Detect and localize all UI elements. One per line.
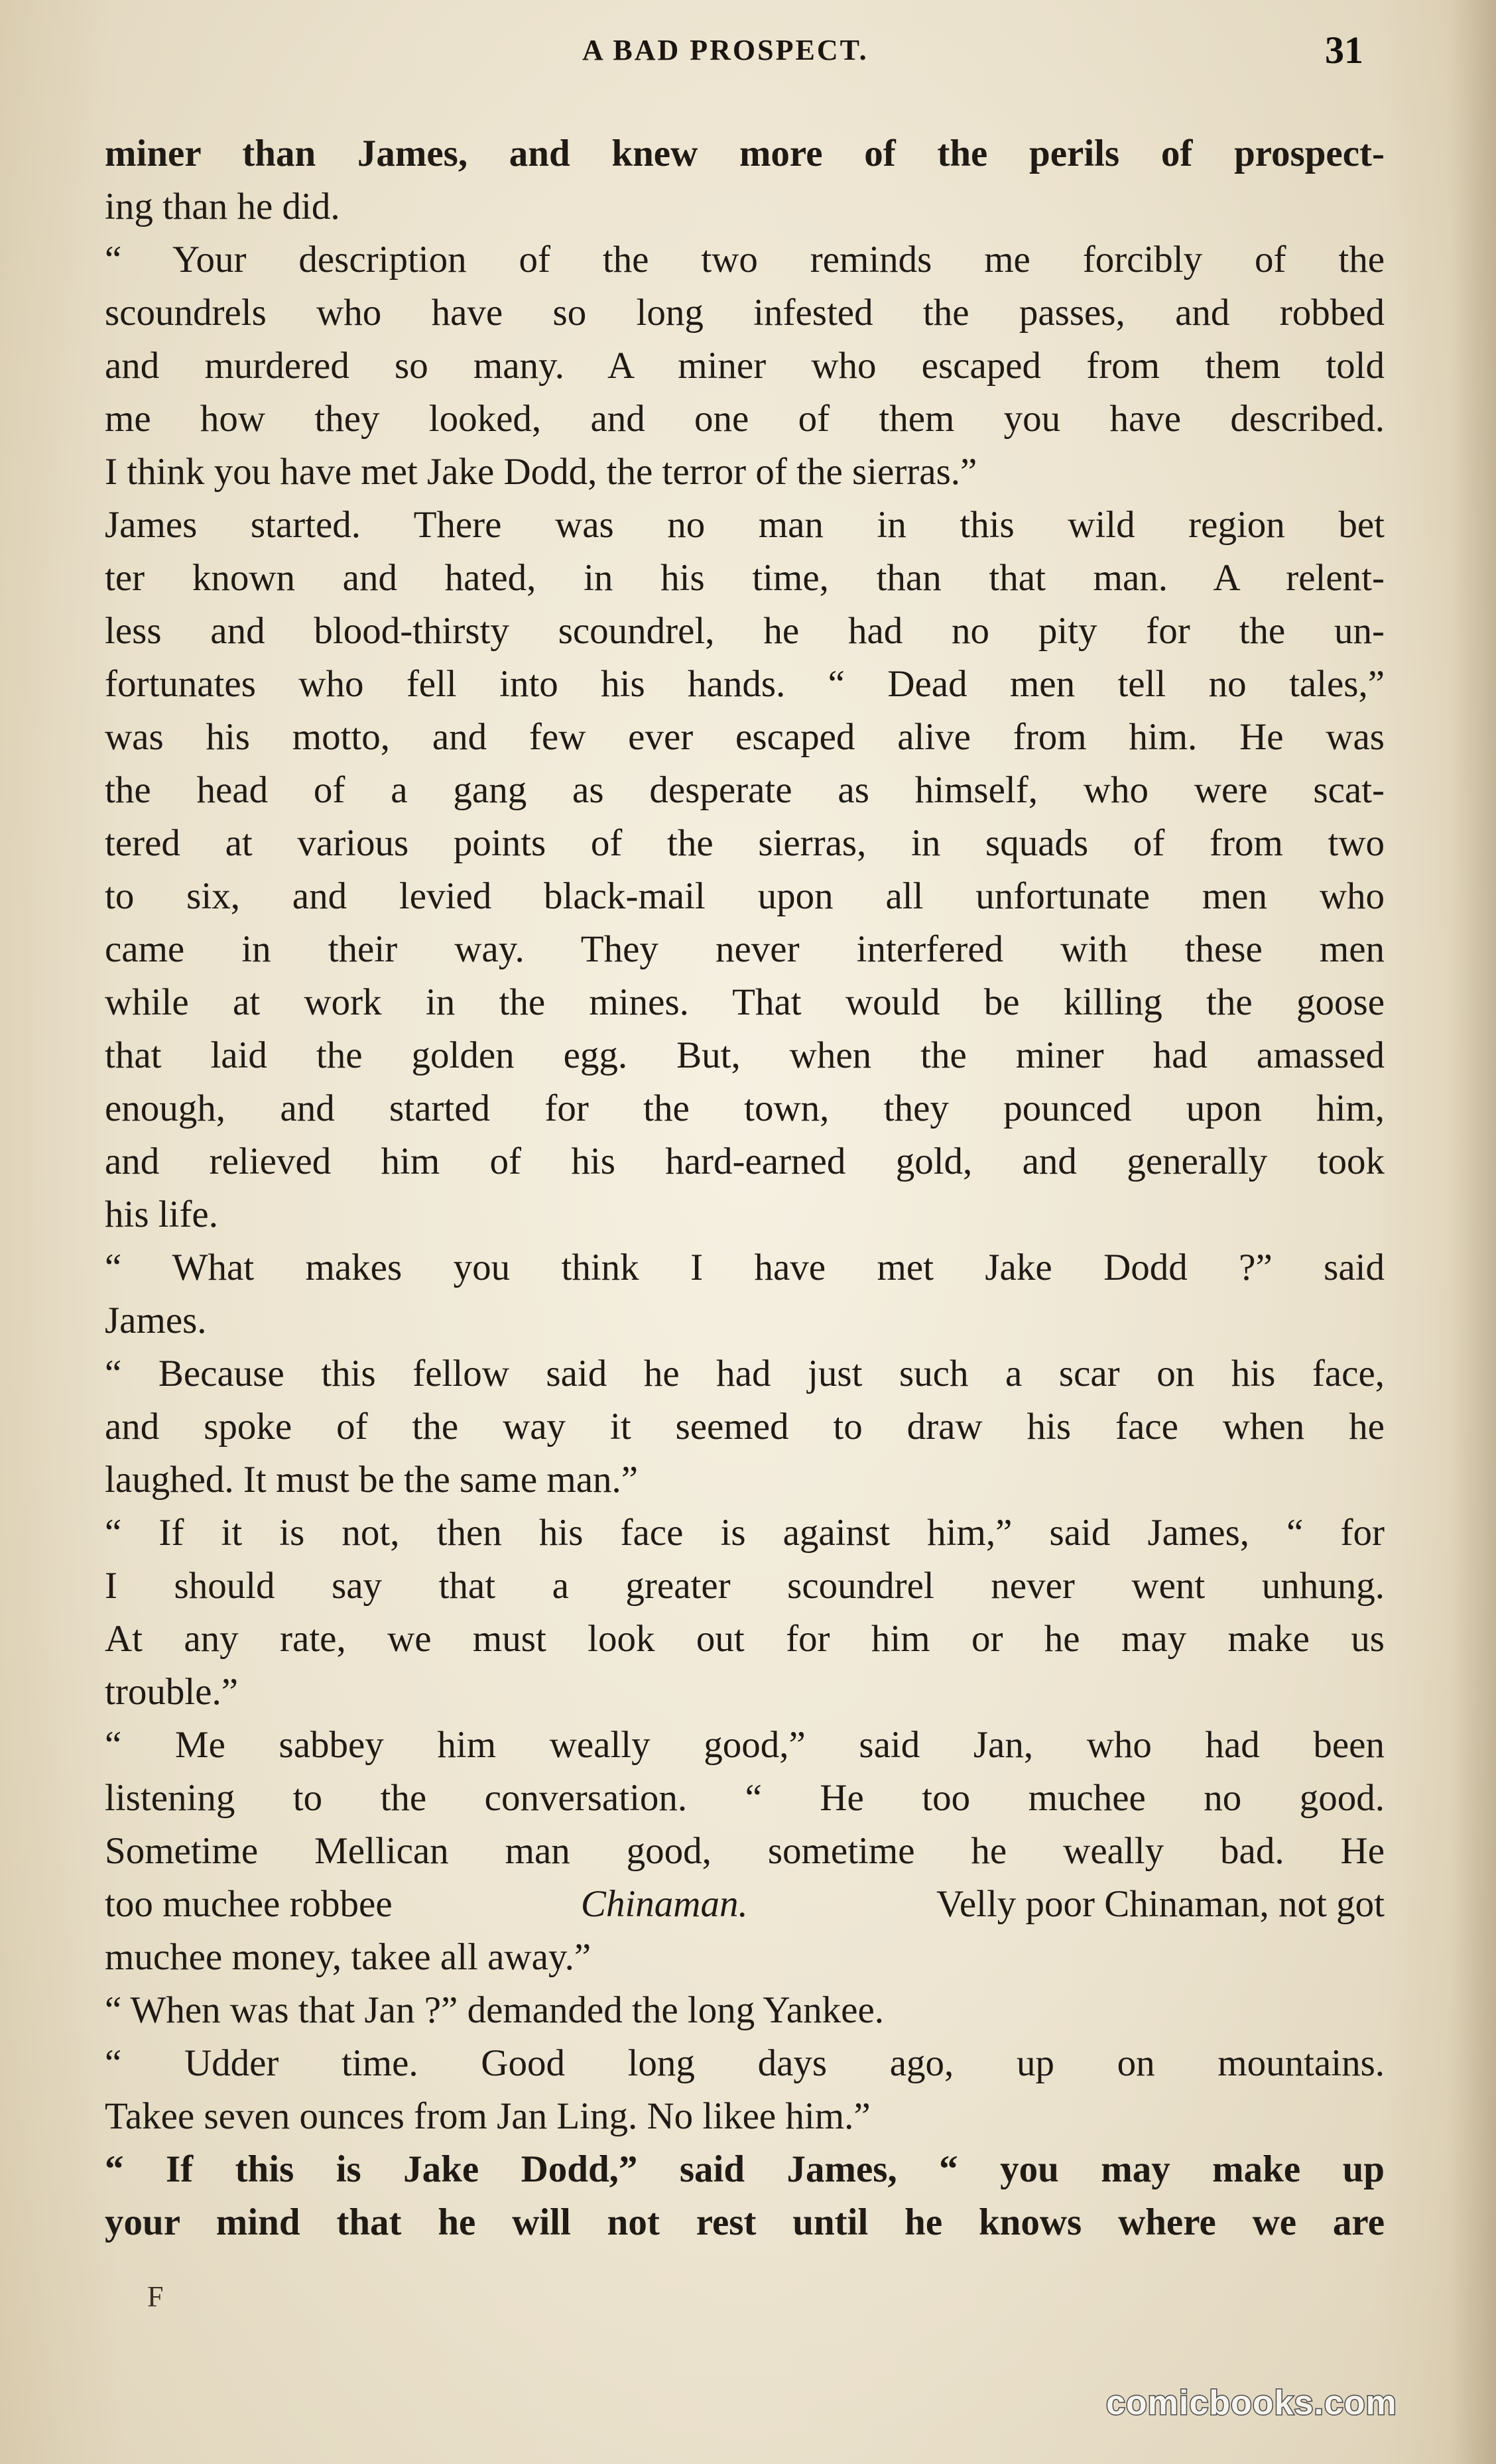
text-line: trouble.”	[105, 1671, 239, 1713]
italic-word: Chinaman.	[580, 1883, 748, 1925]
text-line: At any rate, we must look out for him or he may make us	[105, 1618, 1385, 1660]
watermark: comicbooks.com	[1106, 2384, 1397, 2422]
signature-mark: F	[147, 2280, 164, 2313]
text-line: “ Udder time. Good long days ago, up on mountains.	[105, 2042, 1385, 2084]
text-line: the head of a gang as desperate as himself, who were scat-	[105, 769, 1385, 811]
text-line: and relieved him of his hard-earned gold, and generally took	[105, 1140, 1385, 1182]
text-line: muchee money, takee all away.”	[105, 1936, 592, 1978]
text-line: came in their way. They never interfered with these men	[105, 928, 1385, 970]
text-line: “ When was that Jan ?” demanded the long Yankee.	[105, 1989, 885, 2031]
text-line: I think you have met Jake Dodd, the terror of the sierras.”	[105, 451, 977, 493]
text-line: was his motto, and few ever escaped alive from him. He was	[105, 716, 1385, 758]
text-line: I should say that a greater scoundrel never went unhung.	[105, 1565, 1385, 1607]
running-head	[0, 28, 1496, 74]
running-title: A BAD PROSPECT.	[582, 34, 869, 66]
text-line: Takee seven ounces from Jan Ling. No likee him.”	[105, 2095, 871, 2137]
text-line: ter known and hated, in his time, than that man. A relent-	[105, 557, 1385, 599]
text-line: Sometime Mellican man good, sometime he weally bad. He	[105, 1830, 1385, 1872]
text-line: “ Your description of the two reminds me forcibly of the	[105, 239, 1385, 280]
text-line: scoundrels who have so long infested the passes, and robbed	[105, 292, 1385, 334]
text-line: “ Because this fellow said he had just such a scar on his face,	[105, 1353, 1385, 1394]
text-line: “ If this is Jake Dodd,” said James, “ you may make up	[105, 2148, 1385, 2190]
text-line: James started. There was no man in this wild region bet	[105, 504, 1385, 546]
text-line: tered at various points of the sierras, in squads of from two	[105, 822, 1385, 864]
text-line: miner than James, and knew more of the perils of prospect-	[105, 133, 1385, 174]
text-line: your mind that he will not rest until he knows where we are	[105, 2201, 1385, 2243]
text-line: to six, and levied black-mail upon all unfortunate men who	[105, 875, 1385, 917]
text-line: James.	[105, 1300, 207, 1341]
text-fragment: too muchee robbee	[105, 1883, 393, 1925]
text-fragment: Velly poor Chinaman, not got	[936, 1883, 1385, 1925]
text-line: and spoke of the way it seemed to draw his face when he	[105, 1406, 1385, 1448]
text-line: less and blood-thirsty scoundrel, he had no pity for the un-	[105, 610, 1385, 652]
text-line: listening to the conversation. “ He too muchee no good.	[105, 1777, 1385, 1819]
text-line: “ If it is not, then his face is against him,” said James, “ for	[105, 1512, 1385, 1554]
text-line: enough, and started for the town, they pounced upon him,	[105, 1087, 1385, 1129]
text-line: fortunates who fell into his hands. “ Dead men tell no tales,”	[105, 663, 1385, 705]
text-line: that laid the golden egg. But, when the miner had amassed	[105, 1034, 1385, 1076]
page-number: 31	[1325, 29, 1363, 72]
page-edge-shadow	[1450, 0, 1496, 2464]
text-line: ing than he did.	[105, 186, 340, 227]
text-line: his life.	[105, 1194, 218, 1235]
text-line: “ Me sabbey him weally good,” said Jan, who had been	[105, 1724, 1385, 1766]
text-line: while at work in the mines. That would be killing the goose	[105, 981, 1385, 1023]
text-line: me how they looked, and one of them you have described.	[105, 398, 1385, 440]
text-line: and murdered so many. A miner who escaped from them told	[105, 345, 1385, 387]
text-line	[105, 1878, 1385, 1931]
text-line: “ What makes you think I have met Jake Dodd ?” said	[105, 1247, 1385, 1288]
text-line: laughed. It must be the same man.”	[105, 1459, 639, 1501]
